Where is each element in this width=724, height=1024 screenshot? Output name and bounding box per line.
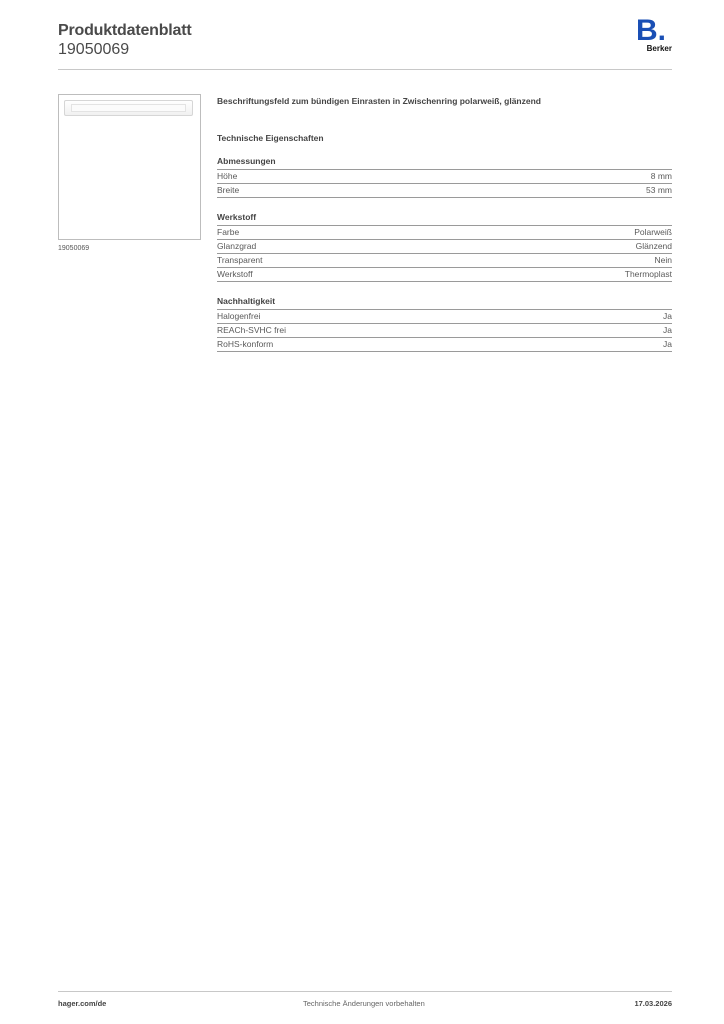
product-details [217,95,672,366]
spec-row [217,310,672,324]
spec-value: Nein [654,255,672,265]
spec-label: RoHS-konform [217,339,274,349]
spec-row [217,324,672,338]
header-divider [58,69,672,70]
spec-group-abmessungen [217,156,672,198]
logo-mark: B. [636,14,666,47]
spec-value: Ja [663,311,672,321]
spec-group-nachhaltigkeit [217,296,672,352]
footer-website-link[interactable]: hager.com/de [58,999,107,1008]
spec-value: Ja [663,339,672,349]
page-header [58,14,672,70]
spec-label: Transparent [217,255,263,265]
spec-label: Halogenfrei [217,311,261,321]
spec-label: Breite [217,185,240,195]
logo-text: Berker [646,44,672,53]
product-image [58,94,201,240]
spec-row [217,240,672,254]
spec-value: Glänzend [635,241,672,251]
label-field-illustration [64,100,193,116]
document-title: Produktdatenblatt [58,22,192,39]
spec-row [217,226,672,240]
spec-label: Höhe [217,171,238,181]
spec-label: Glanzgrad [217,241,257,251]
image-caption: 19050069 [58,245,90,252]
footer-notice: Technische Änderungen vorbehalten [303,999,425,1008]
spec-group-title: Werkstoff [217,212,672,226]
footer-date: 17.03.2026 [634,999,672,1008]
spec-value: 53 mm [646,185,672,195]
spec-value: Polarweiß [634,227,672,237]
spec-row [217,338,672,352]
spec-label: REACh-SVHC frei [217,325,286,335]
product-description: Beschriftungsfeld zum bündigen Einrasten in Zwischenring polarweiß, glänzend [217,96,541,106]
spec-label: Farbe [217,227,240,237]
spec-row [217,254,672,268]
spec-group-title: Nachhaltigkeit [217,296,672,310]
spec-row [217,170,672,184]
spec-row [217,268,672,282]
specs-heading: Technische Eigenschaften [217,133,324,143]
spec-value: Ja [663,325,672,335]
spec-value: Thermoplast [624,269,672,279]
spec-label: Werkstoff [217,269,253,279]
berker-logo [638,16,672,56]
product-number: 19050069 [58,41,130,58]
spec-value: 8 mm [650,171,672,181]
spec-row [217,184,672,198]
footer-divider [58,991,672,992]
spec-group-title: Abmessungen [217,156,672,170]
spec-group-werkstoff [217,212,672,282]
